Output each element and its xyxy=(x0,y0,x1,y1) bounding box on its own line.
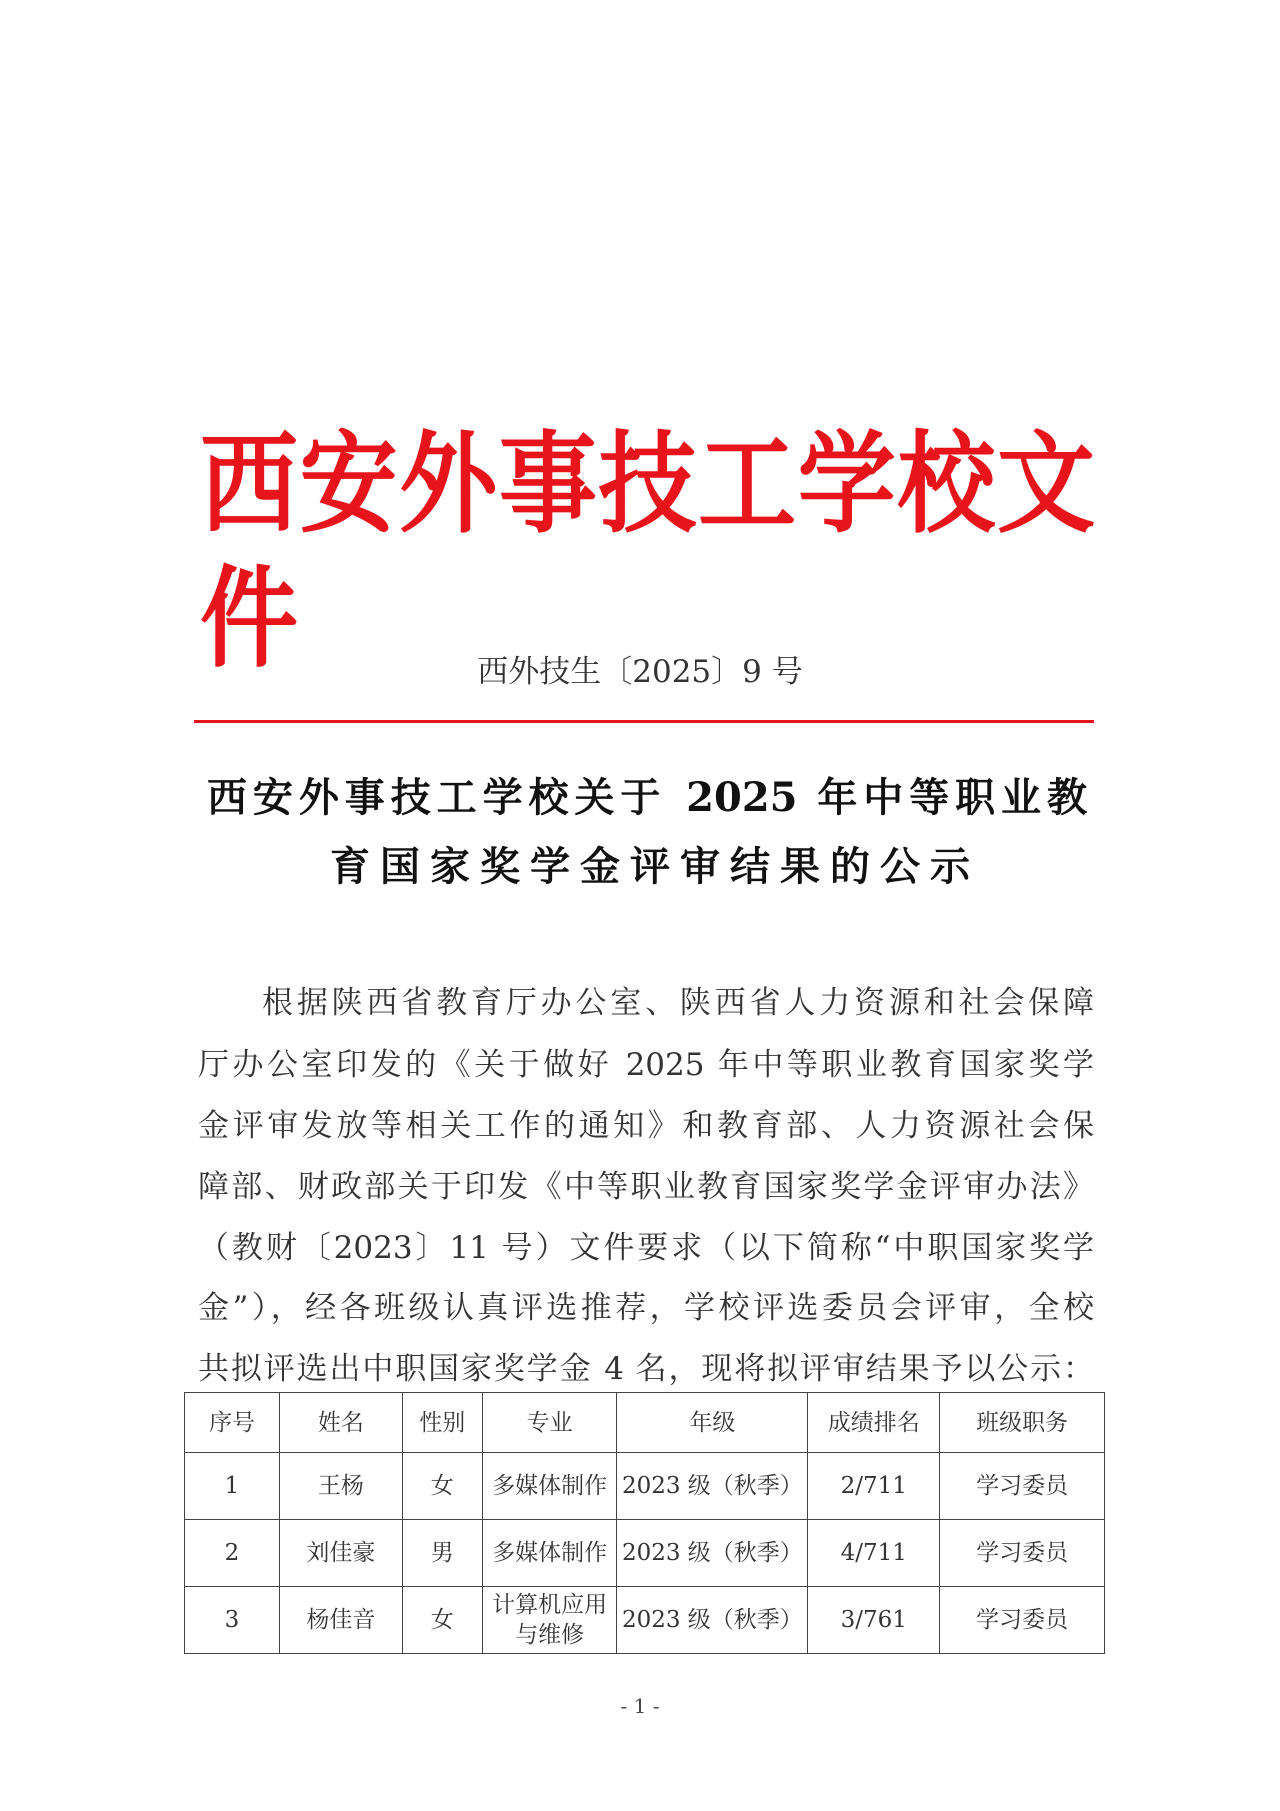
cell-grade: 2023 级（秋季） xyxy=(617,1587,808,1654)
cell-major: 多媒体制作 xyxy=(482,1520,617,1587)
header-major: 专业 xyxy=(482,1393,617,1453)
scholarship-table xyxy=(184,1392,1105,1654)
body-line: 障部、财政部关于印发《中等职业教育国家奖学金评审办法》 xyxy=(198,1169,1094,1205)
cell-grade: 2023 级（秋季） xyxy=(617,1520,808,1587)
body-line: 根据陕西省教育厅办公室、陕西省人力资源和社会保障 xyxy=(262,985,1094,1021)
cell-gender: 女 xyxy=(402,1587,482,1654)
table-header-row xyxy=(185,1393,1105,1453)
header-position: 班级职务 xyxy=(940,1393,1105,1453)
cell-index: 2 xyxy=(185,1520,280,1587)
body-line: 厅办公室印发的《关于做好 2025 年中等职业教育国家奖学 xyxy=(198,1047,1094,1083)
document-heading-line-1: 西安外事技工学校关于 2025 年中等职业教 xyxy=(207,774,1087,821)
cell-rank: 4/711 xyxy=(808,1520,940,1587)
cell-name: 杨佳音 xyxy=(279,1587,402,1654)
document-number: 西外技生〔2025〕9 号 xyxy=(477,654,803,690)
cell-major: 多媒体制作 xyxy=(482,1453,617,1520)
cell-position: 学习委员 xyxy=(940,1520,1105,1587)
table-row xyxy=(185,1520,1105,1587)
page-number: - 1 - xyxy=(620,1694,660,1718)
cell-name: 王杨 xyxy=(279,1453,402,1520)
cell-grade: 2023 级（秋季） xyxy=(617,1453,808,1520)
cell-position: 学习委员 xyxy=(940,1587,1105,1654)
document-org-title: 西安外事技工学校文件 xyxy=(200,420,1095,684)
cell-name: 刘佳豪 xyxy=(279,1520,402,1587)
body-line: 金评审发放等相关工作的通知》和教育部、人力资源社会保 xyxy=(198,1108,1094,1144)
cell-gender: 女 xyxy=(402,1453,482,1520)
body-line: 金”），经各班级认真评选推荐，学校评选委员会评审，全校 xyxy=(198,1290,1094,1326)
cell-rank: 3/761 xyxy=(808,1587,940,1654)
body-line: （教财〔2023〕11 号）文件要求（以下简称“中职国家奖学 xyxy=(198,1230,1094,1266)
cell-gender: 男 xyxy=(402,1520,482,1587)
header-name: 姓名 xyxy=(279,1393,402,1453)
cell-position: 学习委员 xyxy=(940,1453,1105,1520)
header-rank: 成绩排名 xyxy=(808,1393,940,1453)
header-grade: 年级 xyxy=(617,1393,808,1453)
table-row xyxy=(185,1587,1105,1654)
body-line: 共拟评选出中职国家奖学金 4 名，现将拟评审结果予以公示： xyxy=(198,1351,1094,1387)
document-heading-line-2: 育国家奖学金评审结果的公示 xyxy=(330,843,970,890)
header-index: 序号 xyxy=(185,1393,280,1453)
red-divider xyxy=(194,720,1094,723)
cell-index: 1 xyxy=(185,1453,280,1520)
cell-major: 计算机应用与维修 xyxy=(482,1587,617,1654)
cell-rank: 2/711 xyxy=(808,1453,940,1520)
header-gender: 性别 xyxy=(402,1393,482,1453)
table-row xyxy=(185,1453,1105,1520)
cell-index: 3 xyxy=(185,1587,280,1654)
